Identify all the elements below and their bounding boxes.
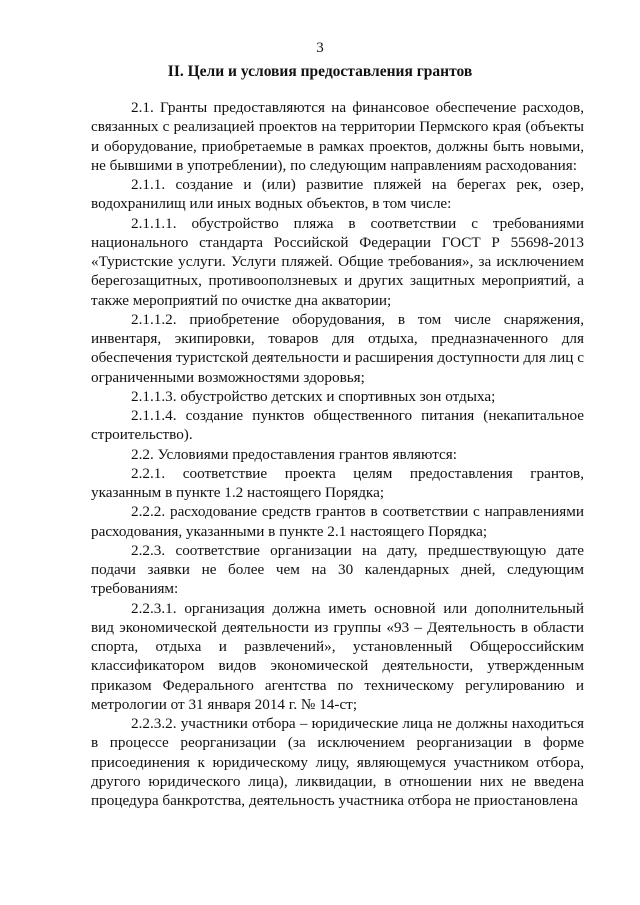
paragraph-2-2-3: 2.2.3. соответствие организации на дату, предшествующую дате подачи заявки не более чем на 30 календарных дней, следующим требованиям: bbox=[91, 541, 584, 598]
section-title: II. Цели и условия предоставления грантов bbox=[167, 63, 473, 80]
paragraph-2-1-1: 2.1.1. создание и (или) развитие пляжей на берегах рек, озер, водохранилищ или иных водных объектов, в том числе: bbox=[91, 176, 584, 213]
paragraph-2-2-1: 2.2.1. соответствие проекта целям предоставления грантов, указанным в пункте 1.2 настоящего Порядка; bbox=[91, 464, 584, 501]
paragraph-2-1-1-1: 2.1.1.1. обустройство пляжа в соответствии с требованиями национального стандарта Российской Федерации ГОСТ Р 55698-2013 «Туристские услуги. Услуги пляжей. Общие требования», за исключением берегозащитных, противооползневых и других защитных мероприятий, а также мероприятий по очистке дна акватории; bbox=[91, 214, 584, 309]
paragraph-2-1-1-2: 2.1.1.2. приобретение оборудования, в том числе снаряжения, инвентаря, экипировки, товаров для отдыха, предназначенного для обеспечения туристской деятельности и расширения доступности для лиц с ограниченными возможностями здоровья; bbox=[91, 310, 584, 386]
paragraph-2-2-3-1: 2.2.3.1. организация должна иметь основной или дополнительный вид экономической деятельности из группы «93 – Деятельность в области спорта, отдыха и развлечений», установленный Общероссийским классификатором видов экономической деятельности, утвержденным приказом Федерального агентства по техническому регулированию и метрологии от 31 января 2014 г. № 14-ст; bbox=[91, 599, 584, 713]
page-number: 3 bbox=[316, 40, 324, 56]
paragraph-2-2: 2.2. Условиями предоставления грантов являются: bbox=[131, 445, 457, 463]
paragraph-2-1-1-3: 2.1.1.3. обустройство детских и спортивных зон отдыха; bbox=[131, 387, 496, 405]
paragraph-2-2-3-2: 2.2.3.2. участники отбора – юридические лица не должны находиться в процессе реорганизации (за исключением реорганизации в форме присоединения к юридическому лицу, являющемуся участником отбора, другого юридического лица), ликвидации, в отношении них не введена процедура банкротства, деятельность участника отбора не приостановлена bbox=[91, 715, 584, 809]
paragraph-2-1: 2.1. Гранты предоставляются на финансовое обеспечение расходов, связанных с реализацией проектов на территории Пермского края (объекты и оборудование, приобретаемые в рамках проектов, должны быть новыми, не бывшими в употреблении), по следующим направлениям расходования: bbox=[91, 99, 584, 174]
paragraph-2-2-2: 2.2.2. расходование средств грантов в соответствии с направлениями расходования, указанными в пункте 2.1 настоящего Порядка; bbox=[91, 503, 584, 540]
document-body bbox=[91, 98, 584, 810]
paragraph-2-1-1-4: 2.1.1.4. создание пунктов общественного питания (некапитальное строительство). bbox=[91, 407, 584, 444]
